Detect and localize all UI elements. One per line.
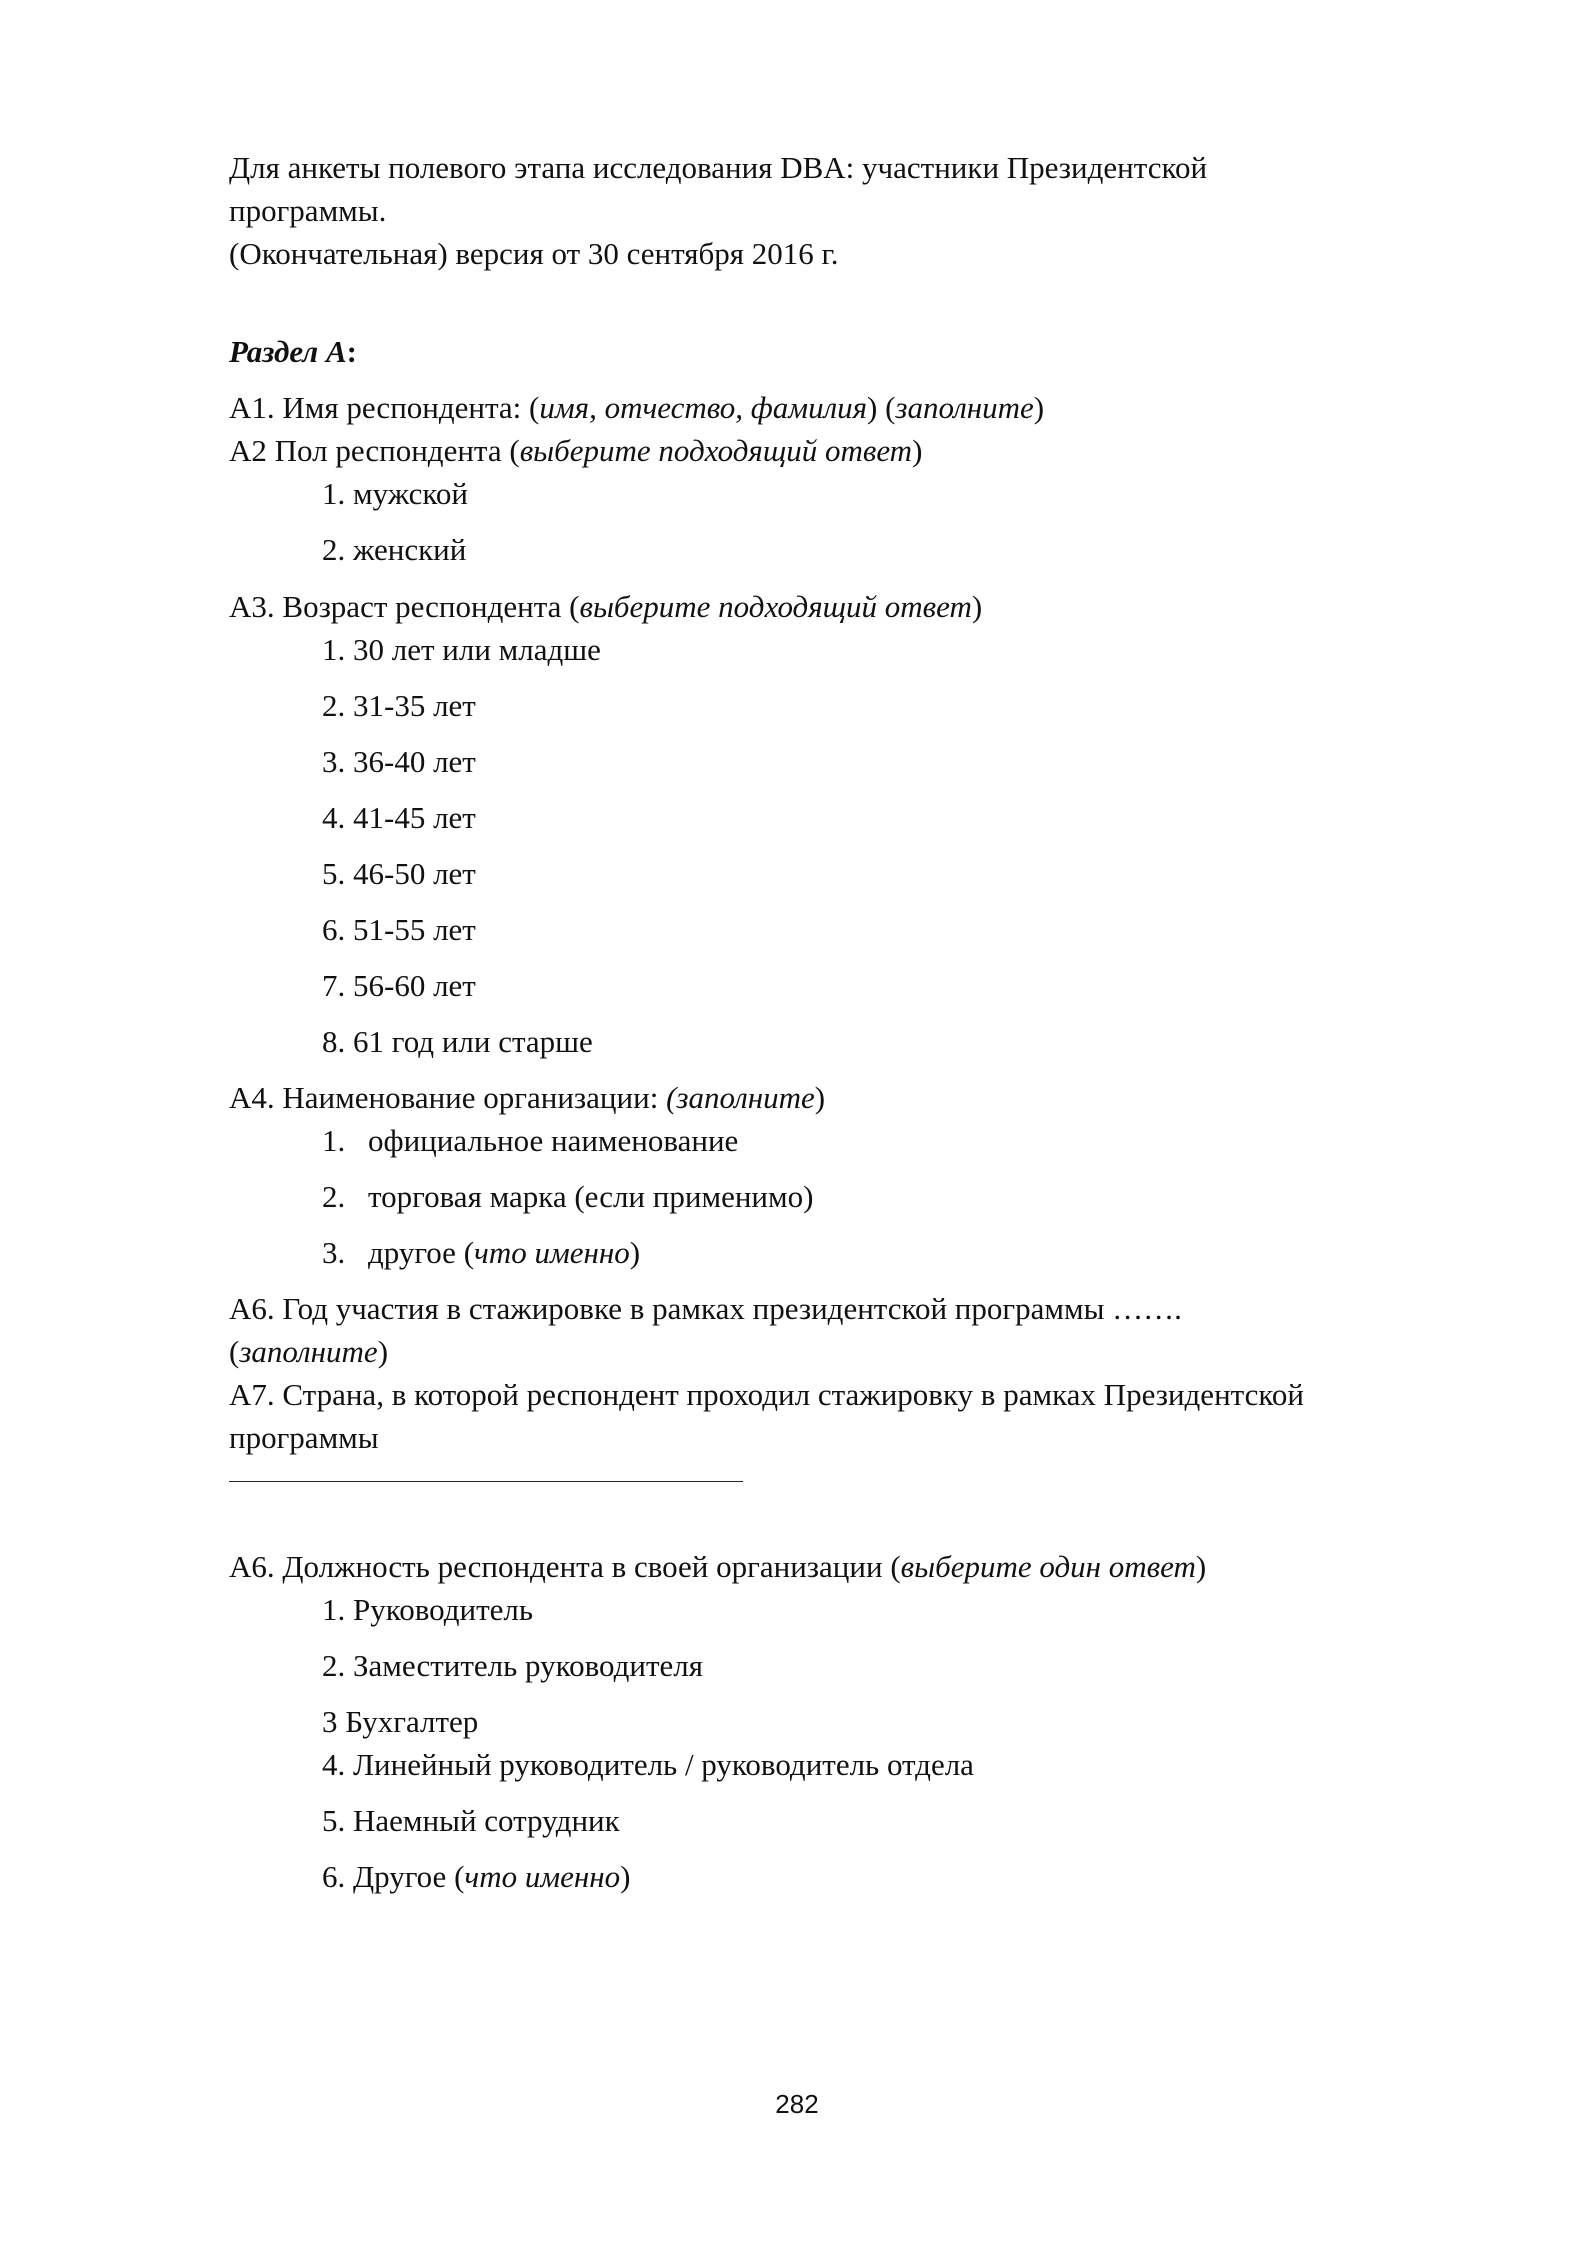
question-a7-line-1: А7. Страна, в которой респондент проходил стажировку в рамках Президентской bbox=[229, 1377, 1304, 1412]
option-a3-5: 5. 46-50 лет bbox=[322, 856, 476, 891]
option-a4-2: 2. торговая марка (если применимо) bbox=[322, 1179, 814, 1214]
option-a3-6: 6. 51-55 лет bbox=[322, 912, 476, 947]
option-a6-4: 4. Линейный руководитель / руководитель отдела bbox=[322, 1747, 974, 1782]
option-a4-3: 3. другое (что именно) bbox=[322, 1235, 641, 1270]
question-a6-position: А6. Должность респондента в своей организации (выберите один ответ) bbox=[229, 1549, 1207, 1584]
option-a3-1: 1. 30 лет или младше bbox=[322, 632, 601, 667]
option-a3-8: 8. 61 год или старше bbox=[322, 1024, 593, 1059]
section-title: Раздел А: bbox=[229, 334, 357, 369]
option-a6-2: 2. Заместитель руководителя bbox=[322, 1648, 704, 1683]
version-line: (Окончательная) версия от 30 сентября 2016 г. bbox=[229, 236, 839, 271]
option-a6-1: 1. Руководитель bbox=[322, 1592, 534, 1627]
option-a6-5: 5. Наемный сотрудник bbox=[322, 1803, 620, 1838]
intro-line-2: программы. bbox=[229, 193, 387, 228]
question-a6-year-note: (заполните) bbox=[229, 1334, 389, 1369]
option-a3-3: 3. 36-40 лет bbox=[322, 744, 476, 779]
intro-line-1: Для анкеты полевого этапа исследования DBA: участники Президентской bbox=[229, 150, 1208, 185]
answer-line bbox=[229, 1481, 743, 1482]
option-a6-6: 6. Другое (что именно) bbox=[322, 1859, 631, 1894]
option-a3-7: 7. 56-60 лет bbox=[322, 968, 476, 1003]
option-a2-1: 1. мужской bbox=[322, 476, 468, 511]
option-a2-2: 2. женский bbox=[322, 532, 467, 567]
option-a6-3: 3 Бухгалтер bbox=[322, 1704, 479, 1739]
question-a1: А1. Имя респондента: (имя, отчество, фамилия) (заполните) bbox=[229, 390, 1045, 425]
question-a6-year: А6. Год участия в стажировке в рамках президентской программы ……. bbox=[229, 1291, 1182, 1326]
page-number: 282 bbox=[775, 2089, 819, 2119]
question-a2: А2 Пол респондента (выберите подходящий ответ) bbox=[229, 433, 923, 468]
question-a4: А4. Наименование организации: (заполните) bbox=[229, 1080, 826, 1115]
option-a3-4: 4. 41-45 лет bbox=[322, 800, 476, 835]
option-a3-2: 2. 31-35 лет bbox=[322, 688, 476, 723]
option-a4-1: 1. официальное наименование bbox=[322, 1123, 739, 1158]
question-a7-line-2: программы bbox=[229, 1420, 379, 1455]
question-a3: А3. Возраст респондента (выберите подходящий ответ) bbox=[229, 589, 983, 624]
